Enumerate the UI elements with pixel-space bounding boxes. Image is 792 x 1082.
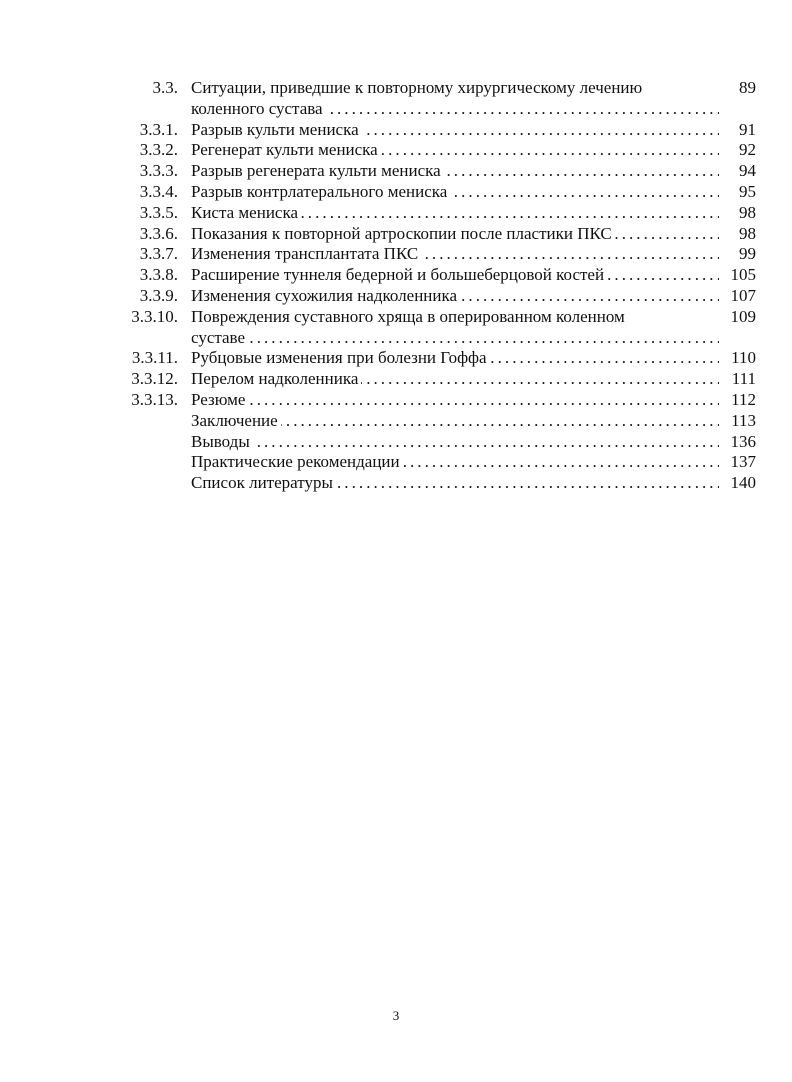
- toc-entry-title: Перелом надколенника . . .: [191, 369, 719, 390]
- toc-entry: [0, 120, 792, 141]
- toc-entry-number: 3.3.2.: [139, 140, 178, 160]
- toc-entry-title: Изменения трансплантата ПКС . . .: [191, 244, 719, 265]
- toc-entry: [0, 348, 792, 369]
- toc-entry-title: Список литературы . . .: [191, 473, 719, 494]
- toc-entry-page: 110: [731, 348, 756, 368]
- toc-entry-title: Резюме . . .: [191, 390, 719, 411]
- toc-entry-title-continued: суставе . . .: [191, 328, 719, 349]
- toc-entry-title-continued: коленного сустава . . .: [191, 99, 719, 120]
- toc-entry-page: 94: [739, 161, 756, 181]
- toc-entry-title: Расширение туннеля бедерной и большеберцовой костей . . .: [191, 265, 719, 286]
- toc-entry-number: 3.3.1.: [139, 119, 178, 139]
- toc-entry-number: 3.3.8.: [139, 265, 178, 285]
- toc-entry-title: Показания к повторной артроскопии после пластики ПКС . . .: [191, 224, 719, 245]
- toc-entry: [0, 140, 792, 161]
- toc-entry: [0, 432, 792, 453]
- toc-entry-page: 109: [730, 306, 756, 326]
- toc-entry-title: Выводы . . .: [191, 432, 719, 453]
- toc-entry-page: 95: [739, 181, 756, 201]
- toc-entry: [0, 369, 792, 390]
- toc-entry-number: 3.3.10.: [131, 306, 178, 326]
- toc-entry-title: Ситуации, приведшие к повторному хирургическому лечению: [191, 78, 719, 99]
- table-of-contents: [0, 78, 792, 494]
- toc-entry-number: 3.3.12.: [131, 369, 178, 389]
- toc-entry-page: 107: [730, 285, 756, 305]
- toc-entry: [0, 182, 792, 203]
- toc-entry-title: Разрыв контрлатерального мениска . . .: [191, 182, 719, 203]
- toc-entry-page: 137: [730, 452, 756, 472]
- toc-entry-number: 3.3.5.: [139, 202, 178, 222]
- toc-entry-title: Практические рекомендации . . .: [191, 452, 719, 473]
- toc-entry-page: 92: [739, 140, 756, 160]
- toc-entry-number: 3.3.11.: [131, 348, 178, 368]
- toc-entry-page: 136: [730, 431, 756, 451]
- toc-entry-number: 3.3.9.: [139, 285, 178, 305]
- toc-entry: [0, 286, 792, 307]
- toc-entry-page: 111: [731, 369, 756, 389]
- toc-entry: [0, 473, 792, 494]
- toc-entry-number: 3.3.4.: [139, 181, 178, 201]
- toc-entry-title: Рубцовые изменения при болезни Гоффа . . .: [191, 348, 719, 369]
- toc-entry-number: 3.3.3.: [139, 161, 178, 181]
- toc-entry-number: 3.3.13.: [131, 389, 178, 409]
- toc-entry-page: 91: [739, 119, 756, 139]
- toc-entry: [0, 452, 792, 473]
- toc-entry: [0, 265, 792, 286]
- toc-entry: [0, 244, 792, 265]
- toc-entry-number: 3.3.7.: [139, 244, 178, 264]
- toc-entry-number: 3.3.6.: [139, 223, 178, 243]
- page-number: 3: [392, 1008, 400, 1023]
- toc-entry: [0, 161, 792, 182]
- toc-entry: [0, 411, 792, 432]
- toc-entry-title: Разрыв регенерата культи мениска . . .: [191, 161, 719, 182]
- toc-entry-page: 89: [739, 78, 756, 97]
- toc-entry-page: 99: [739, 244, 756, 264]
- toc-entry-number: 3.3.: [152, 78, 178, 97]
- toc-entry-title: Изменения сухожилия надколенника . . .: [191, 286, 719, 307]
- toc-entry: [0, 390, 792, 411]
- toc-entry-page: 105: [730, 265, 756, 285]
- toc-entry-page: 112: [731, 389, 756, 409]
- toc-entry-title: Заключение . . .: [191, 411, 719, 432]
- toc-entry-title: Повреждения суставного хряща в оперированном коленном: [191, 307, 719, 328]
- toc-entry-page: 140: [730, 473, 756, 493]
- toc-entry: [0, 307, 792, 349]
- toc-entry-page: 113: [731, 410, 756, 430]
- toc-entry: [0, 203, 792, 224]
- toc-entry: [0, 224, 792, 245]
- toc-entry-page: 98: [739, 202, 756, 222]
- toc-entry: [0, 78, 792, 120]
- toc-entry-title: Разрыв культи мениска . . .: [191, 120, 719, 141]
- toc-entry-title: Киста мениска . . .: [191, 203, 719, 224]
- toc-entry-title: Регенерат культи мениска . . .: [191, 140, 719, 161]
- toc-entry-page: 98: [739, 223, 756, 243]
